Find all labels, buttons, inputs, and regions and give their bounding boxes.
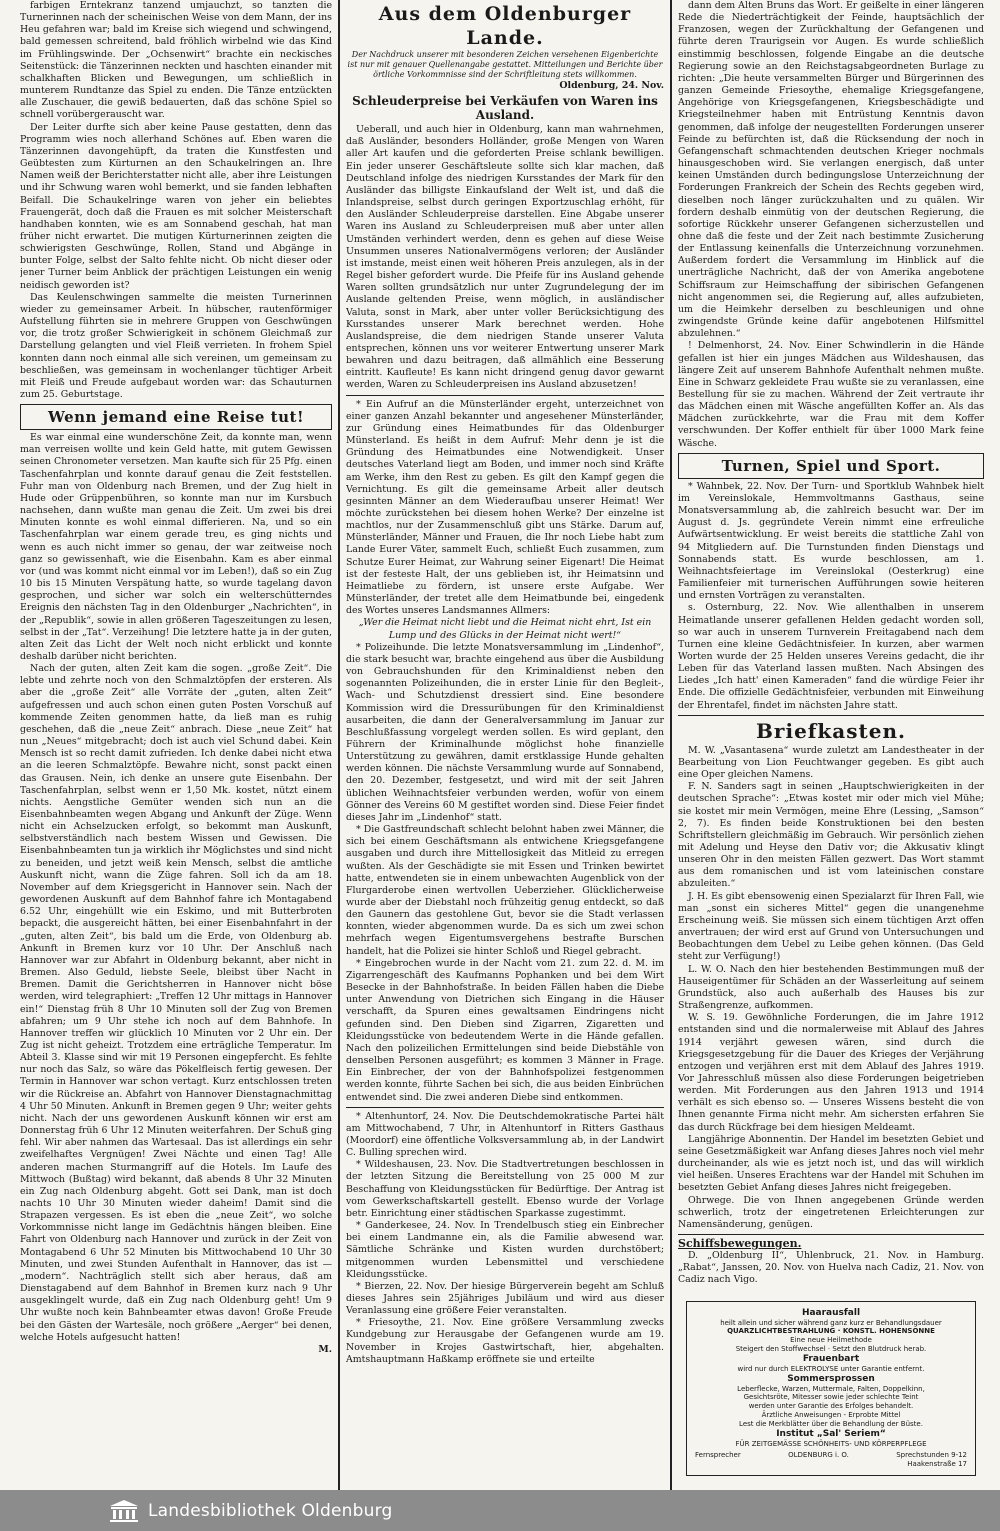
article-heading-schleuderpreise: Schleuderpreise bei Verkäufen von Waren ins Ausland. <box>352 94 658 123</box>
column-divider <box>670 0 672 1490</box>
column-middle <box>346 0 664 1490</box>
building-columns-icon <box>108 1499 140 1523</box>
article-paragraph: ! Delmenhorst, 24. Nov. Einer Schwindlerin in die Hände gefallen ist hier ein junges Mädchen aus Wildeshausen, das längere Zeit auf unserem Bahnhofe Aufenthalt nehmen mußte. Eine in Schwarz gekleidete Frau wußte sie zu veranlassen, eine Bestellung für sie zu machen. Während der Zeit vertraute ihr das Mädchen einen mit Wäsche angefüllten Koffer an. Als das Mädchen zurückkehrte, war die Frau mit dem Koffer verschwunden. Der Koffer enthielt für über 1000 Mark feine Wäsche. <box>678 340 984 449</box>
article-heading-briefkasten: Briefkasten. <box>756 718 906 743</box>
ad-heading: Haarausfall <box>801 1307 861 1318</box>
letter-answer: W. S. 19. Gewöhnliche Forderungen, die im Jahre 1912 entstanden sind und die normalerweise mit Ablauf des Jahres 1914 verjährt gewesen wären, sind durch die Kriegsgesetzgebung für die Dauer des Krieges der Verjährung entzogen und verjähren erst mit dem Ablauf des Jahres 1919. Vor Jahresschluß müssen also diese Forderungen beigetrieben werden. Mit Forderungen aus den Jahren 1913 und 1914 verhält es sich ebenso so. — Unseres Wissens besteht die von Ihnen genannte Firma nicht mehr. Am sichersten erfahren Sie das durch Rückfrage bei dem hiesigen Meldeamt. <box>678 1012 984 1133</box>
ad-city: OLDENBURG i. O. <box>788 1451 849 1460</box>
article-signoff: M. <box>318 1343 332 1355</box>
ad-line: QUARZLICHTBESTRAHLUNG · KONSTL. HOHENSONNE <box>727 1327 935 1336</box>
letter-answer: F. N. Sanders sagt in seinen „Hauptschwierigkeiten in der deutschen Sprache“: „Etwas kostet mir oder mich viel Mühe; sie kostet mir mein Vermögen, meine Ehre (Lessing, „Samson“ 2, 7). Es finden beide Konstruktionen bei den besten Schriftstellern gleichmäßig im Gebrauch. Wir persönlich ziehen mit Adelung und Heyse den Dativ vor; die Akkusativ klingt unseren Ohr in den meisten Fällen gezwert. Das Wort stammt aus dem romanischen und ist vom lateinischen constare abzuleiten.“ <box>678 781 984 890</box>
article-paragraph: Es war einmal eine wunderschöne Zeit, da konnte man, wenn man verreisen wollte und kein Geld hatte, mit gutem Gewissen seinen Chronometer versetzen. Man kaufte sich für 25 Pfg. einen Taschenfahrplan und konnte darauf genau die Zeit feststellen. Fuhr man von Oldenburg nach Bremen, und der Zug hielt in Hude oder Grüppenbühren, so konnte man nur im Kursbuch nachsehen, dann wußte man genau die Zeit. Um zwei bis drei Minuten konnte es wohl einmal differieren. Na, und so ein Taschenfahrplan war einem gerade treu, es ging nichts und wenn es auch nicht immer so genau, der war zeitweise noch ganz so gewissenhaft, wie die Eisenbahn. Kam es aber einmal vor (und was kommt nicht einmal vor im Leben!), daß so ein Zug 10 bis 15 Minuten Verspätung hatte, so wurde tagelang davon gesprochen, und sicher war solch ein welterschütterndes Ereignis den nächsten Tag in den Oldenburger „Nachrichten“, in der „Republik“, sowie in allen größeren Tageszeitungen zu lesen, selbst in der „Tat“. Verzeihung! Die letztere hatte ja in der guten, alten Zeit das Licht der Welt noch nicht erblickt und konnte deshalb darüber nicht berichten. <box>20 432 332 662</box>
divider <box>346 1107 664 1108</box>
ad-address: Haakenstraße 17 <box>907 1460 967 1469</box>
letter-answer: Ohrwege. Die von Ihnen angegebenen Gründe werden schwerlich, trotz der eingetretenen Erleichterungen zur Namensänderung, genügen. <box>678 1194 984 1230</box>
ad-line: Leberflecke, Warzen, Muttermale, Falten, Doppelkinn, <box>737 1384 925 1393</box>
library-name: Landesbibliothek Oldenburg <box>148 1500 393 1521</box>
letter-answer: L. W. O. Nach den hier bestehenden Bestimmungen muß der Hauseigentümer für Schäden an der Wasserleitung auf seinem Grundstück, also auch außerhalb des Hauses bis zur Straßengrenze, aufkommen. <box>678 963 984 1012</box>
ad-footer <box>695 1451 967 1460</box>
library-footer-bar <box>0 1490 1000 1531</box>
ad-heading: Sommersprossen <box>787 1373 875 1384</box>
divider <box>678 715 984 716</box>
article-heading-turnen: Turnen, Spiel und Sport. <box>678 453 984 479</box>
column-right <box>678 0 984 1490</box>
ad-line: wird nur durch ELEKTROLYSE unter Garantie entfernt. <box>737 1364 925 1373</box>
article-paragraph: Das Keulenschwingen sammelte die meisten Turnerinnen wieder zu gemeinsamer Arbeit. In hübscher, rautenförmiger Aufstellung führten sie in mehrere Gruppen von Geschwüngen vor, die trotz großer Schwierigkeit in schönem Gleichmaß zur Darstellung gelangten und viel Fleiß verrieten. In frohem Spiel konnten dann noch einmal alle sich vereinen, um gemeinsam zu beschließen, was gemeinsam in wochenlanger tüchtiger Arbeit mit Fleiß und Freude aufgebaut worden war: das Schauturnen zum 25. Geburtstage. <box>20 291 332 400</box>
column-left <box>20 0 332 1490</box>
article-paragraph: * Ein Aufruf an die Münsterländer ergeht, unterzeichnet von einer ganzen Anzahl bekannter und angesehener Münsterländer, zur Gründung eines Heimatbundes für das Oldenburger Münsterland. Es heißt in dem Aufruf: Mehr denn je ist die Gründung des Heimatbundes eine Notwendigkeit. Unser deutsches Vaterland liegt am Boden, und immer noch sind Kräfte am Werke, ihm den Rest zu geben. Es gilt den Kampf gegen die Vernichtung. Es gilt die gemeinsame Arbeit aller deutsch gesinnten Männer an dem Wiederaufbau unserer Heimat! Wer möchte zurückstehen bei diesem hohen Werke? Der einzelne ist machtlos, nur der Zusammenschluß gibt uns Stärke. Darum auf, Münsterländer, Männer und Frauen, die Ihr noch Liebe habt zum Lande Eurer Väter, sammelt Euch, schließt Euch zusammen, zum Schutze Eurer Heimat, zur Wahrung seiner Eigenart! Die Heimat ist der festeste Halt, der uns geblieben ist, ihr Heimatsinn und Heimatliebe zu fördern, ist unsere erste Aufgabe. Wer Münsterländer, der tretet alle dem Heimatbunde bei, eingedenk des Wortes unseres Landsmannes Allmers: <box>346 398 664 617</box>
letter-answer: Langjährige Abonnentin. Der Handel im besetzten Gebiet und seine Gesetzmäßigkeit war Anfang dieses Jahres noch viel mehr durcheinander, als wie es jetzt noch ist, und das will wirklich viel heißen. Unseres Erachtens war der Handel mit Schuhen im besetzten Gebiet Anfang dieses Jahres nicht freigegeben. <box>678 1133 984 1194</box>
letter-answer: M. W. „Vasantasena“ wurde zuletzt am Landestheater in der Bearbeitung von Lion Feuchtwanger gegeben. Es gibt auch eine Oper gleichen Namens. <box>678 744 984 781</box>
ad-phone-label: Fernsprecher <box>695 1451 741 1460</box>
article-paragraph: s. Osternburg, 22. Nov. Wie allenthalben in unserem Heimatlande unserer gefallenen Helden gedacht worden soll, so war auch in unserem Turnverein Freitagabend nach dem Turnen eine kleine Gedächtnisfeier. In kurzen, aber warmen Worten wurde der 25 Helden unseres Vereins gedacht, die ihr Leben für das Vaterland lassen mußten. Nach Absingen des Liedes „Ich hatt' einen Kameraden“ fand die würdige Feier ihr Ende. Die offizielle Gedächtnisfeier, verbunden mit Einweihung der Ehrentafel, findet im nächsten Jahre statt. <box>678 602 984 711</box>
article-paragraph: farbigen Erntekranz tanzend umjauchzt, so tanzten die Turnerinnen nach der scheinischen Weise von dem Mann, der ins Heu gefahren war; bald im Kreise sich wiegend und schwingend, bald gemessen schreitend, bald fröhlich wirbelnd wie das Kind im Frühlingswinde. Der „Ochsenwirt“ brachte ein neckisches Seitenstück: die Tänzerinnen neckten und haschten einander mit schalkhaften Blicken und Bewegungen, um schließlich in munterem Rundtanze das Spiel zu enden. Die Tänze entzückten alle Zuschauer, die gewiß bedauerten, daß das schöne Spiel so schnell vorübergerauscht war. <box>20 0 332 121</box>
article-paragraph: * Friesoythe, 21. Nov. Eine größere Versammlung zwecks Kundgebung zur Herausgabe der Gefangenen wurde am 19. November in Krojes Gastwirtschaft, hier, abgehalten. Amtshauptmann Haßkamp eröffnete sie und erteilte <box>346 1317 664 1365</box>
ad-line: Eine neue Heilmethode <box>790 1336 872 1345</box>
ad-line: werden unter Garantie des Erfolges behandelt. <box>748 1402 914 1411</box>
article-paragraph: * Eingebrochen wurde in der Nacht vom 21. zum 22. d. M. im Zigarrengeschäft des Kaufmanns Pophanken und bei dem Wirt Besecke in der Bahnhofstraße. In beiden Fällen haben die Diebe unter Anwendung von Dietrichen sich Eingang in die Häuser verschafft, da Spuren eines gewaltsamen Eindringens nicht gefunden sind. Den Dieben sind Zigarren, Zigaretten und Kleidungsstücke von bedeutendem Werte in die Hände gefallen. Nach den polizeilichen Ermittelungen sind beide Diebstähle von denselben Personen ausgeführt; es kommen 3 Männer in Frage. Ein Einbrecher, der von der Bahnhofspolizei festgenommen werden konnte, führte Sachen bei sich, die aus beiden Einbrüchen entwendet sind. Die zwei anderen Diebe sind entkommen. <box>346 957 664 1103</box>
letter-answer: J. H. Es gibt ebensowenig einen Spezialarzt für Ihren Fall, wie man „sonst ein sicheres Mittel“ gegen die unangenehme Erscheinung weiß. Sie müssen sich einem tüchtigen Arzt offen anvertrauen; der wird erst auf Grund von Untersuchungen und Beobachtungen dem Uebel zu Leibe gehen können. (Das Geld steht zur Verfügung!) <box>678 890 984 963</box>
divider <box>678 1234 984 1235</box>
ad-line: Ärztliche Anweisungen - Erprobte Mittel <box>761 1411 901 1419</box>
ad-heading: Frauenbart <box>802 1353 860 1364</box>
ad-hours: Sprechstunden 9-12 <box>896 1451 967 1460</box>
advertisement-box <box>686 1301 976 1476</box>
article-paragraph: Nach der guten, alten Zeit kam die sogen. „große Zeit“. Die lebte und zehrte noch von den Schmalztöpfen der ersteren. Als aber die „große Zeit“ alle Vorräte der „guten, alten Zeit“ aufgefressen und auch schon einen guten Posten Vorschuß auf kommende Zeiten genommen hatte, da ließ man es ruhig geschehen, daß die „neue Zeit“ anbrach. Diese „neue Zeit“ hat nun „Neues“ mitgebracht; doch ist auch viel Schund dabei. Kein Mensch ist so recht damit zufrieden. Ich denke dabei nicht etwa an die leeren Schmalztöpfe. Bewahre nicht, sonst packt einen das Grausen. Nein, ich denke an unsere gute Eisenbahn. Der Taschenfahrplan, selbst wenn er 1,50 Mk. kostet, nützt einem nichts. Aengstliche Gemüter wenden sich nun an die Eisenbahnbeamten wegen Abgang und Ankunft der Züge. Wenn nicht ein Achselzucken erfolgt, so bekommt man Auskunft, selbstverständlich nach bestem Wissen und Gewissen. Die Eisenbahnbeamten tun ja wirklich ihr Möglichstes und sind nicht zu beneiden, und jetzt weiß kein Mensch, selbst die amtliche Auskunft nicht, wann die Züge fahren. Soll ich da am 18. November auf dem Kriegsgericht in Hannover sein. Nach der gewordenen Auskunft auf dem Bahnhof fahre ich Montagabend 6.52 Uhr, eingehüllt wie ein Eskimo, und mit Butterbroten bepackt, die ausgereicht hätten, bei einer Eisenbahnfahrt in der „guten, alten Zeit“, bis bald um die Erde, von Oldenburg ab. Ankunft in Bremen kurz vor 10 Uhr. Der Anschluß nach Hannover war zur Abfahrt in Oldenburg bekannt, aber nicht in Bremen. Also Geduld, liebste Seele, bleibst über Nacht in Bremen. Damit die Gerichtsherren in Hannover nicht böse werden, wird telegraphiert: „Treffen 12 Uhr mittags in Hannover ein!“ Dienstag früh 8 Uhr 10 Minuten soll der Zug von Bremen abfahren; um 9 Uhr stehe ich noch auf dem Bahnhofe. In Hannover treffen wir glücklich 10 Minuten vor 2 Uhr ein. Der Zug ist nicht geheizt. Trotzdem eine erträgliche Temperatur. Im Abteil 3. Klasse sind wir mit 19 Personen eingepfercht. Es fehlte nur noch das Salz, so wäre das Pökelfleisch fertig gewesen. Der Termin in Hannover war schon vertagt. Kurz entschlossen treten wir die Rückreise an. Abfahrt von Hannover Dienstagnachmittag 4 Uhr 50 Minuten. Ankunft in Bremen gegen 9 Uhr; weiter gehts nicht. Nach der uns gewordenen Auskunft können wir erst am Donnerstag früh 6 Uhr 12 Minuten weiterfahren. Der Schuß ging fehl. Wir aber nahmen das Wartesaal. Das ist allerdings ein sehr zweifelhaftes Vergnügen! Zwei Nächte und einen Tag! Alle anderen machen Sturmangriff auf die Hotels. Im Laufe des Mittwoch (Bußtag) wird bekannt, daß abends 8 Uhr 32 Minuten ein Zug nach Oldenburg abgeht. Gott sei Dank, man ist doch nachts 10 Uhr 30 Minuten wieder daheim! Damit sind die Strapazen vergessen. Es ist eben die „neue Zeit“, wo solche Vorkommnisse nicht lange im Gedächtnis hängen bleiben. Eine Fahrt von Oldenburg nach Hannover und zurück in der Zeit von Montagabend 6 Uhr 52 Minuten bis Mittwochabend 10 Uhr 30 Minuten, und zwei Stunden Aufenthalt in Hannover, das ist — „modern“. Nachträglich stellt sich aber heraus, daß am Dienstagabend auf dem Bahnhof in Bremen kurz nach 9 Uhr ausgeklingelt wurde, daß ein Zug nach Oldenburg geht! Um 9 Uhr wußte noch kein Bahnbeamter etwas davon! Große Freude bei den Gästen der Wartesäle, noch größere „Aerger“ bei denen, welche Hotels aufgesucht hatten! <box>20 663 332 1343</box>
article-paragraph: * Ganderkesee, 24. Nov. In Trendelbusch stieg ein Einbrecher bei einem Landmanne ein, als die Familie abwesend war. Sämtliche Schränke und Kisten wurden durchstöbert; mitgenommen wurden Lebensmittel und verschiedene Kleidungsstücke. <box>346 1220 664 1280</box>
reprint-note: Der Nachdruck unserer mit besonderen Zeichen versehenen Eigenberichte ist nur mit genauer Quellenangabe gestattet. Mitteilungen und Berichte über örtliche Vorkommnisse sind der Schriftleitung stets willkommen. <box>347 50 663 79</box>
article-paragraph: D. „Oldenburg II“, Uhlenbruck, 21. Nov. in Hamburg. „Rabat“, Janssen, 20. Nov. von Huelva nach Cadiz, 21. Nov. von Cadiz nach Vigo. <box>678 1250 984 1286</box>
article-paragraph: Ueberall, und auch hier in Oldenburg, kann man wahrnehmen, daß Ausländer, besonders Holländer, große Mengen von Waren aller Art kaufen und die geforderten Preise schlank bewilligen. Ein jeder unserer Geschäftsleute sollte sich klar machen, daß Deutschland infolge des niedrigen Kursstandes der Mark für den Ausländer das billigste Einkaufsland der Welt ist, und daß die Inlandspreise, selbst durch geringen Exportzuschlag erhöht, für den Ausländer Schleuderpreise darstellen. Eine Abgabe unserer Waren ins Ausland zu Schleuderpreisen muß aber unter allen Umständen verhindert werden, denn es gehen auf diese Weise Unsummen unseres Nationalvermögens verloren; der Ausländer ist imstande, meist einen weit höheren Preis anzulegen, als in der Regel bisher gefordert wurde. Die Pfeife für ins Ausland gehende Waren sollten grundsätzlich nur unter Zugrundelegung der im Auslande geltenden Preise, wenn möglich, in ausländischer Valuta, sonst in Mark, aber unter voller Berücksichtigung des Kursstandes unserer Mark berechnet werden. Hohe Auslandspreise, die dem niedrigen Stande unserer Valuta entsprechen, können uns vor weiterer Entwertung unserer Mark bewahren und dazu beitragen, daß allmählich eine Besserung eintritt. Kaufleute! Es kann nicht dringend genug davor gewarnt werden, Waren zu Schleuderpreisen ins Ausland abzusetzen! <box>346 124 664 391</box>
ad-line: Gesichtsröte, Mitesser sowie jeder schlechte Teint <box>743 1393 919 1402</box>
ad-line: heilt allein und sicher während ganz kurz er Behandlungsdauer <box>720 1318 942 1327</box>
ad-line: FÜR ZEITGEMÄSSE SCHÖNHEITS- UND KÖRPERPFLEGE <box>735 1439 927 1448</box>
article-paragraph: dann dem Alten Bruns das Wort. Er geißelte in einer längeren Rede die Niederträchtigkeit der Feinde, hauptsächlich der Franzosen, wegen der Zurückhaltung der Gefangenen und führte deren Traurigsein vor Augen. Es wurde schließlich einstimmig beschlossen, folgende Eingabe an die deutsche Regierung sowie an den Reichstagsabgeordneten Burlage zu richten: „Die heute versammelten Bürger und Bürgerinnen des ganzen Gemeinde Friesoythe, ehemalige Kriegsgefangene, Angehörige von Kriegsgefangenen, Kriegsbeschädigte und Kriegsteilnehmer haben mit Entrüstung Kenntnis davon genommen, daß infolge der neugestellten Forderungen unserer Feinde zu befürchten ist, daß die Rücksendung der noch in Gefangenschaft schmachtenden deutschen Krieger nochmals hinausgeschoben wird. Sie verlangen energisch, daß unter keinen Umständen durch bedingungslose Unterzeichnung der Forderungen Frankreich der Schein des Rechts gegeben wird, dieselben noch länger zurückzuhalten und zu quälen. Wir fordern deshalb einmütig von der deutschen Regierung, die sofortige Rückkehr unserer Gefangenen sicherzustellen und ohne daß die feste und der Zeit nach bestimmte Zusicherung der Entlassung keinenfalls die Unterzeichnung vorzunehmen. Außerdem fordert die Versammlung im Hinblick auf die unerträgliche Nachricht, daß der von Amerika angebotene Schiffsraum zur Heimschaffung der sibirischen Gefangenen nicht angenommen sei, die Regierung auf, alles aufzubieten, um die Heimkehr derselben zu beschleunigen und ohne zwingendste Gründe keine dafür angebotenen Hilfsmittel abzulehnen.“ <box>678 0 984 340</box>
article-paragraph: * Wildeshausen, 23. Nov. Die Stadtvertretungen beschlossen in der letzten Sitzung die Bereitstellung von 25 000 M zur Beschaffung von Kleidungsstücken für Bedürftige. Der Antrag ist vom Gewerkschaftskartell gestellt. Ebenso wurde der Vorlage betr. Einrichtung einer städtischen Sparkasse zugestimmt. <box>346 1159 664 1219</box>
section-masthead: Aus dem Oldenburger Lande. <box>378 3 632 49</box>
article-paragraph: * Wahnbek, 22. Nov. Der Turn- und Sportklub Wahnbek hielt im Vereinslokale, Hemmvoltmanns Gasthaus, seine Monatsversammlung ab, die zahlreich besucht war. Der im August d. Js. gegründete Verein nimmt eine erfreuliche Aufwärtsentwicklung. Er weist bereits die stattliche Zahl von 94 Mitgliedern auf. Die Turnstunden finden Dienstags und Sonnabends statt. Es wurde beschlossen, am 1. Weihnachtsfeiertage im Vereinslokal (Oesterkrug) eine Familienfeier mit turnerischen Aufführungen sowie heiteren und ernsten Vorträgen zu veranstalten. <box>678 480 984 602</box>
article-heading-reise: Wenn jemand eine Reise tut! <box>20 404 332 430</box>
article-paragraph: * Altenhuntorf, 24. Nov. Die Deutschdemokratische Partei hält am Mittwochabend, 7 Uhr, in Altenhuntorf in Ritters Gasthaus (Moordorf) eine öffentliche Volksversammlung ab, in der Landwirt C. Bulling sprechen wird. <box>346 1110 664 1159</box>
ad-institute: Institut „Sal' Seriem“ <box>776 1428 886 1439</box>
ad-line: Steigert den Stoffwechsel · Setzt den Blutdruck herab. <box>735 1345 927 1354</box>
article-paragraph: * Bierzen, 22. Nov. Der hiesige Bürgerverein begeht am Schluß dieses Jahres sein 25jähriges Jubiläum und wird aus dieser Veranlassung eine größere Feier veranstalten. <box>346 1280 664 1317</box>
divider <box>346 395 664 396</box>
column-divider <box>338 0 340 1490</box>
ad-line: Lest die Merkblätter über die Behandlung der Büste. <box>739 1419 923 1428</box>
article-paragraph: Der Leiter durfte sich aber keine Pause gestatten, denn das Programm wies noch allerhand Schönes auf. Eben waren die Tänzerinnen davongehüpft, da traten die Kunstfesten und Geübtesten zum Kürturnen an den Schaukelringen an. Ihre Namen weiß der Berichterstatter nicht alle, aber ihre Leistungen und ihr Schwung waren wohl bemerkt, und sie fanden lebhaften Beifall. Die Schaukelringe waren von jeher ein beliebtes Frauengerät, doch daß die Frauen es mit solcher Meisterschaft handhaben konnten, wie es am Sonnabend geschah, hat man früher nicht erwartet. Die mutigen Kürturnerinnen zeigten die schwierigsten Geschwünge, Rollen, Stand und Abgänge in bunter Folge, selbst der Salto fehlte nicht. Ob nicht dieser oder jener Turner beim Anblick der prächtigen Leistungen ein wenig neidisch geworden ist? <box>20 121 332 291</box>
poem-quote: „Wer die Heimat nicht liebt und die Heimat nicht ehrt, Ist ein Lump und des Glücks in der Heimat nicht wert!“ <box>358 617 652 641</box>
article-paragraph: * Die Gastfreundschaft schlecht belohnt haben zwei Männer, die sich bei einem Geschäftsmann als entwichene Kriegsgefangene ausgaben und durch ihre Mittellosigkeit das Mitleid zu erregen wußten. Als der Geschädigte sie mit Essen und Trinken bewirtet hatte, entwendeten sie in einem unbewachten Augenblick von der Flurgarderobe einen wertvollen Ueberzieher. Glücklicherweise wurde aber der Diebstahl noch frühzeitig genug entdeckt, so daß den Gaunern das gestohlene Gut, bevor sie die Stadt verlassen konnten, wieder abgenommen wurde. Da es sich um zwei schon mehrfach wegen Eigentumsvergehens bestrafte Burschen handelt, hat die Polizei sie hinter Schloß und Riegel gebracht. <box>346 824 664 957</box>
article-heading-schiffsbewegungen: Schiffsbewegungen. <box>678 1237 802 1250</box>
dateline: Oldenburg, 24. Nov. <box>559 80 664 91</box>
article-paragraph: * Polizeihunde. Die letzte Monatsversammlung im „Lindenhof“, die stark besucht war, brachte eingehend aus über die Ausbildung von Gebrauchshunden für den Kriminaldienst neben den sogenannten Polizeihunden, die in erster Linie für den Begleit-, Wach- und Schutzdienst dressiert sind. Eine besondere Kommission wird die Dressurübungen für den Kriminaldienst ausarbeiten, die dann der Generalversammlung im Januar zur Beschlußfassung vorgelegt werden sollen. Es wird geplant, den Führern der Kriminalhunde möglichst hohe finanzielle Unterstützung zu gewähren, damit erstklassige Hunde gehalten werden können. Die nächste Versammlung wurde auf Sonnabend, den 20. Dezember, festgesetzt, und wird mit der seit Jahren üblichen Weihnachtsfeier verbunden werden, wofür von einem Gönner des Vereins 60 M gestiftet worden sind. Diese Feier findet dieses Jahr im „Lindenhof“ statt. <box>346 641 664 823</box>
